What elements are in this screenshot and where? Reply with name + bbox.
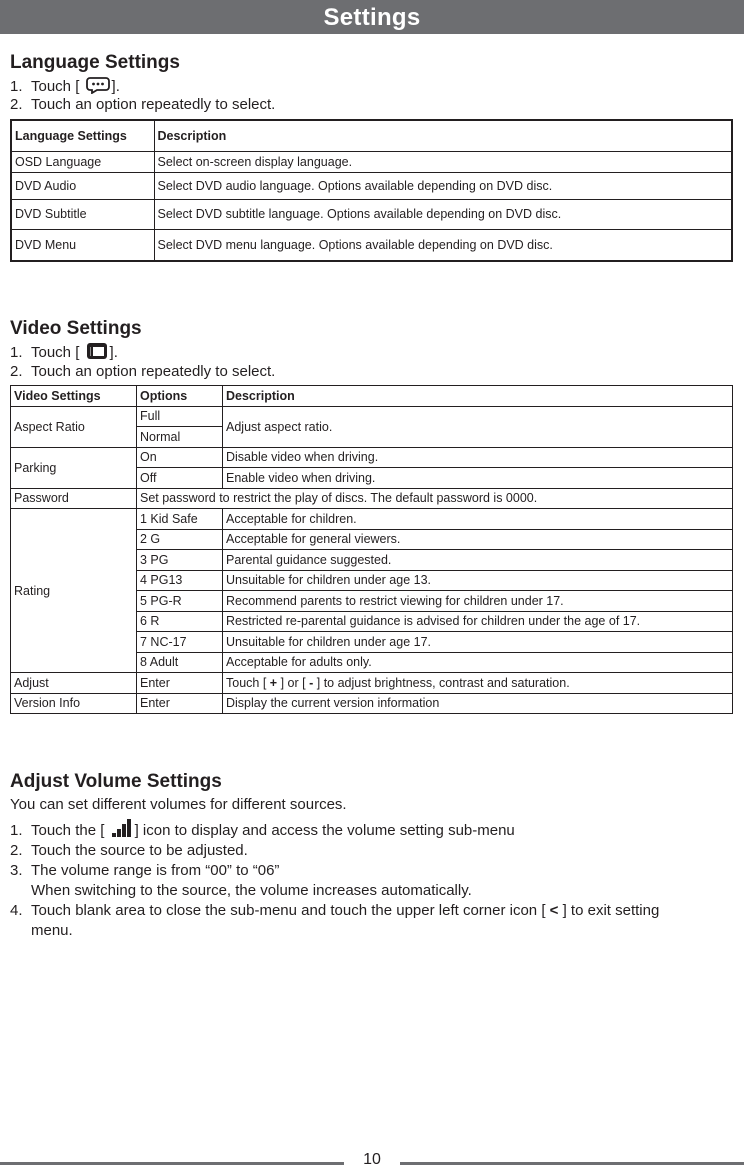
page-header-title: Settings — [323, 4, 421, 31]
table-cell: 8 Adult — [137, 652, 223, 673]
table-header-cell: Language Settings — [11, 120, 154, 151]
table-cell: Full — [137, 406, 223, 427]
table-header-cell: Options — [137, 386, 223, 407]
volume-intro: You can set different volumes for different sources. — [10, 796, 347, 813]
table-cell: 3 PG — [137, 550, 223, 571]
table-cell: Restricted re-parental guidance is advised for children under the age of 17. — [223, 611, 733, 632]
table-cell: Aspect Ratio — [11, 406, 137, 447]
table-cell: 4 PG13 — [137, 570, 223, 591]
table-header-row — [11, 386, 733, 407]
table-row — [11, 447, 733, 468]
table-cell: Acceptable for adults only. — [223, 652, 733, 673]
table-cell: Enter — [137, 693, 223, 714]
video-step-2: 2. Touch an option repeatedly to select. — [10, 363, 276, 380]
volume-step-3-continued: When switching to the source, the volume increases automatically. — [31, 882, 472, 899]
table-header-cell: Description — [223, 386, 733, 407]
volume-settings-title: Adjust Volume Settings — [10, 771, 222, 792]
table-header-cell: Description — [154, 120, 732, 151]
volume-step-4-continued: menu. — [31, 922, 73, 939]
language-settings-table — [10, 119, 733, 262]
table-cell: Unsuitable for children under age 13. — [223, 570, 733, 591]
volume-step-3: 3. The volume range is from “00” to “06” — [10, 862, 280, 879]
table-cell: Display the current version information — [223, 693, 733, 714]
table-cell: Parental guidance suggested. — [223, 550, 733, 571]
volume-step-1: 1. Touch the [ ] icon to display and access the volume setting sub-menu — [10, 818, 515, 842]
table-row — [11, 199, 732, 229]
minus-symbol: - — [309, 675, 314, 690]
table-cell: Adjust aspect ratio. — [223, 406, 733, 447]
table-cell: 6 R — [137, 611, 223, 632]
table-cell: Enable video when driving. — [223, 468, 733, 489]
table-cell: Disable video when driving. — [223, 447, 733, 468]
table-row — [11, 488, 733, 509]
table-cell: Rating — [11, 509, 137, 673]
language-step-2: 2. Touch an option repeatedly to select. — [10, 96, 276, 113]
video-step-1: 1. Touch [ ]. — [10, 342, 118, 364]
table-cell: 5 PG-R — [137, 591, 223, 612]
table-cell: Select DVD subtitle language. Options available depending on DVD disc. — [154, 199, 732, 229]
table-cell: Unsuitable for children under age 17. — [223, 632, 733, 653]
table-cell: Parking — [11, 447, 137, 488]
table-cell: Select DVD menu language. Options available depending on DVD disc. — [154, 229, 732, 261]
speech-bubble-icon — [86, 76, 110, 98]
volume-step-2: 2. Touch the source to be adjusted. — [10, 842, 248, 859]
video-settings-table — [10, 385, 733, 714]
table-header-row — [11, 120, 732, 151]
language-step-1: 1. Touch [ ]. — [10, 76, 120, 98]
screen-icon — [86, 342, 108, 364]
table-cell: OSD Language — [11, 151, 154, 172]
table-cell: Set password to restrict the play of discs. The default password is 0000. — [137, 488, 733, 509]
table-row — [11, 406, 733, 427]
table-row — [11, 229, 732, 261]
table-cell: Acceptable for children. — [223, 509, 733, 530]
volume-step-4: 4. Touch blank area to close the sub-menu and touch the upper left corner icon [ < ] to exit setting — [10, 902, 660, 919]
table-cell: DVD Menu — [11, 229, 154, 261]
table-cell: Select on-screen display language. — [154, 151, 732, 172]
table-row — [11, 172, 732, 199]
table-cell: On — [137, 447, 223, 468]
volume-bars-icon — [111, 818, 133, 842]
table-row — [11, 693, 733, 714]
table-cell: Off — [137, 468, 223, 489]
table-cell: DVD Subtitle — [11, 199, 154, 229]
table-cell: Select DVD audio language. Options available depending on DVD disc. — [154, 172, 732, 199]
table-cell: Version Info — [11, 693, 137, 714]
back-chevron-icon: < — [549, 902, 559, 919]
video-settings-title: Video Settings — [10, 318, 142, 339]
table-cell: DVD Audio — [11, 172, 154, 199]
page-header — [0, 0, 744, 34]
table-cell: 1 Kid Safe — [137, 509, 223, 530]
footer-rule-left — [0, 1162, 344, 1165]
table-cell: Touch [ + ] or [ - ] to adjust brightness, contrast and saturation. — [223, 673, 733, 694]
table-cell: Normal — [137, 427, 223, 448]
plus-symbol: + — [269, 675, 278, 690]
table-row — [11, 151, 732, 172]
table-cell: Password — [11, 488, 137, 509]
table-header-cell: Video Settings — [11, 386, 137, 407]
language-settings-title: Language Settings — [10, 52, 180, 73]
table-row — [11, 509, 733, 530]
table-cell: Acceptable for general viewers. — [223, 529, 733, 550]
table-row — [11, 673, 733, 694]
table-cell: 7 NC-17 — [137, 632, 223, 653]
table-cell: Adjust — [11, 673, 137, 694]
page-number: 10 — [363, 1151, 381, 1168]
table-cell: Enter — [137, 673, 223, 694]
table-cell: 2 G — [137, 529, 223, 550]
table-cell: Recommend parents to restrict viewing for children under 17. — [223, 591, 733, 612]
footer-rule-right — [400, 1162, 744, 1165]
